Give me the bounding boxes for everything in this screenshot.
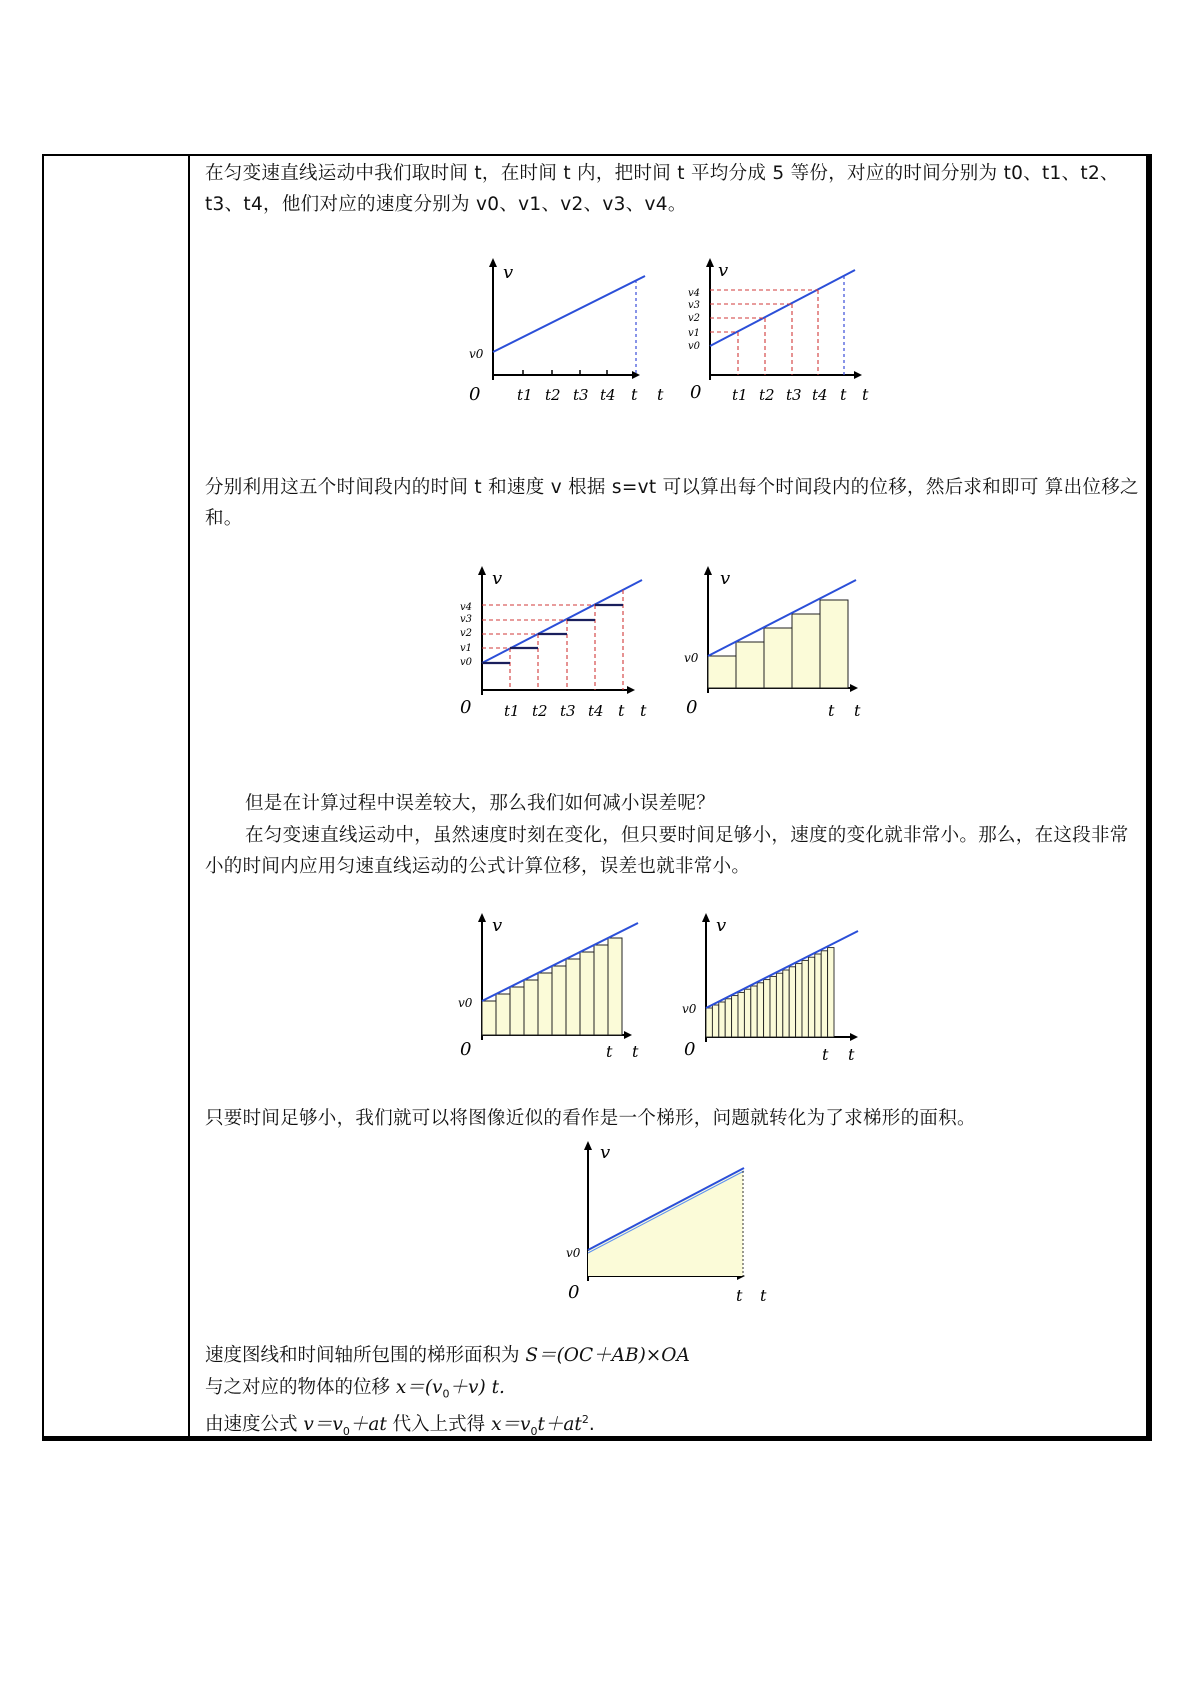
formula-displacement: 与之对应的物体的位移 $x=(v_0+v)$ t. <box>205 1377 505 1401</box>
svg-text:v0: v0 <box>684 651 699 665</box>
t2-label: t2 <box>545 386 561 404</box>
formula-velocity: 由速度公式 $v=v_0+at$ 代入上式得 $x=v_0t+at^2$. <box>205 1413 595 1438</box>
figure-row-2 <box>430 558 870 728</box>
t3-label: t3 <box>573 386 589 404</box>
svg-text:0: 0 <box>460 1039 472 1060</box>
svg-text:v: v <box>718 260 729 281</box>
svg-text:v: v <box>716 915 727 936</box>
svg-text:t: t <box>618 701 625 720</box>
svg-text:v0: v0 <box>688 341 701 352</box>
svg-text:t: t <box>848 1045 855 1064</box>
svg-text:v2: v2 <box>688 313 701 324</box>
svg-text:v3: v3 <box>688 300 701 311</box>
svg-text:t: t <box>822 1045 829 1064</box>
svg-text:t: t <box>640 701 647 720</box>
svg-text:t3: t3 <box>560 702 576 720</box>
svg-text:v4: v4 <box>688 288 701 299</box>
svg-text:t: t <box>828 701 835 720</box>
svg-text:t1: t1 <box>732 386 748 404</box>
graph-ten-rectangles <box>458 913 639 1061</box>
svg-text:t: t <box>632 1042 639 1061</box>
figure-row-1 <box>435 250 875 420</box>
svg-text:t: t <box>760 1286 767 1305</box>
formula-trapezoid-area: 速度图线和时间轴所包围的梯形面积为 S＝(OC＋AB)×OA <box>205 1345 690 1366</box>
svg-text:t: t <box>736 1286 743 1305</box>
svg-text:t3: t3 <box>786 386 802 404</box>
t-axis-label: t <box>657 385 664 404</box>
svg-text:t1: t1 <box>504 702 520 720</box>
svg-text:v0: v0 <box>460 657 473 668</box>
svg-text:0: 0 <box>690 382 702 403</box>
svg-text:0: 0 <box>686 697 698 718</box>
svg-text:t2: t2 <box>759 386 775 404</box>
v0-label: v0 <box>469 347 484 361</box>
graph-filled-rectangles <box>684 566 861 720</box>
svg-text:v1: v1 <box>688 328 701 339</box>
table-right-border <box>1146 156 1150 1439</box>
svg-text:v0: v0 <box>566 1246 581 1260</box>
svg-text:v: v <box>492 915 503 936</box>
svg-text:t: t <box>862 385 869 404</box>
v-axis-label: v <box>503 262 514 283</box>
figure-row-3 <box>430 905 870 1075</box>
paragraph-trapezoid: 只要时间足够小，我们就可以将图像近似的看作是一个梯形，问题就转化为了求梯形的面积。 <box>205 1108 976 1129</box>
t1-label: t1 <box>517 386 533 404</box>
svg-text:v1: v1 <box>460 643 473 654</box>
svg-text:t4: t4 <box>812 386 828 404</box>
svg-text:t2: t2 <box>532 702 548 720</box>
svg-text:v4: v4 <box>460 602 473 613</box>
paragraph-error-question: 但是在计算过程中误差较大，那么我们如何减小误差呢？ <box>245 793 716 814</box>
paragraph-sum-displacement: 分别利用这五个时间段内的时间 t 和速度 v 根据 s=vt 可以算出每个时间段内的位移，然后求和即可 算出位移之和。 <box>205 477 1139 529</box>
origin-label: 0 <box>469 384 481 405</box>
svg-text:v: v <box>720 568 731 589</box>
graph-velocity-points <box>688 258 869 404</box>
svg-text:0: 0 <box>460 697 472 718</box>
t-label: t <box>631 385 638 404</box>
svg-text:t: t <box>840 385 847 404</box>
figure-trapezoid <box>550 1136 790 1316</box>
graph-step-rectangles <box>460 566 647 720</box>
svg-text:0: 0 <box>568 1282 580 1303</box>
svg-text:v2: v2 <box>460 628 473 639</box>
svg-text:t: t <box>854 701 861 720</box>
t4-label: t4 <box>600 386 616 404</box>
svg-text:v0: v0 <box>682 1002 697 1016</box>
svg-text:v0: v0 <box>458 996 473 1010</box>
svg-text:v: v <box>600 1142 611 1163</box>
paragraph-small-interval: 在匀变速直线运动中，虽然速度时刻在变化，但只要时间足够小，速度的变化就非常小。那么，在这段非常小的时间内应用匀速直线运动的公式计算位移，误差也就非常小。 <box>205 825 1129 877</box>
graph-uniform-accel <box>469 258 664 405</box>
svg-text:t: t <box>606 1042 613 1061</box>
graph-many-rectangles <box>682 913 858 1064</box>
svg-text:0: 0 <box>684 1039 696 1060</box>
column-divider <box>188 156 190 1439</box>
svg-text:v3: v3 <box>460 614 473 625</box>
paragraph-time-division: 在匀变速直线运动中我们取时间 t，在时间 t 内，把时间 t 平均分成 5 等份，对应的时间分别为 t0、t1、t2、t3、t4，他们对应的速度分别为 v0、v1、v2、v3、v4。 <box>205 163 1119 215</box>
svg-text:v: v <box>492 568 503 589</box>
svg-text:t4: t4 <box>588 702 604 720</box>
